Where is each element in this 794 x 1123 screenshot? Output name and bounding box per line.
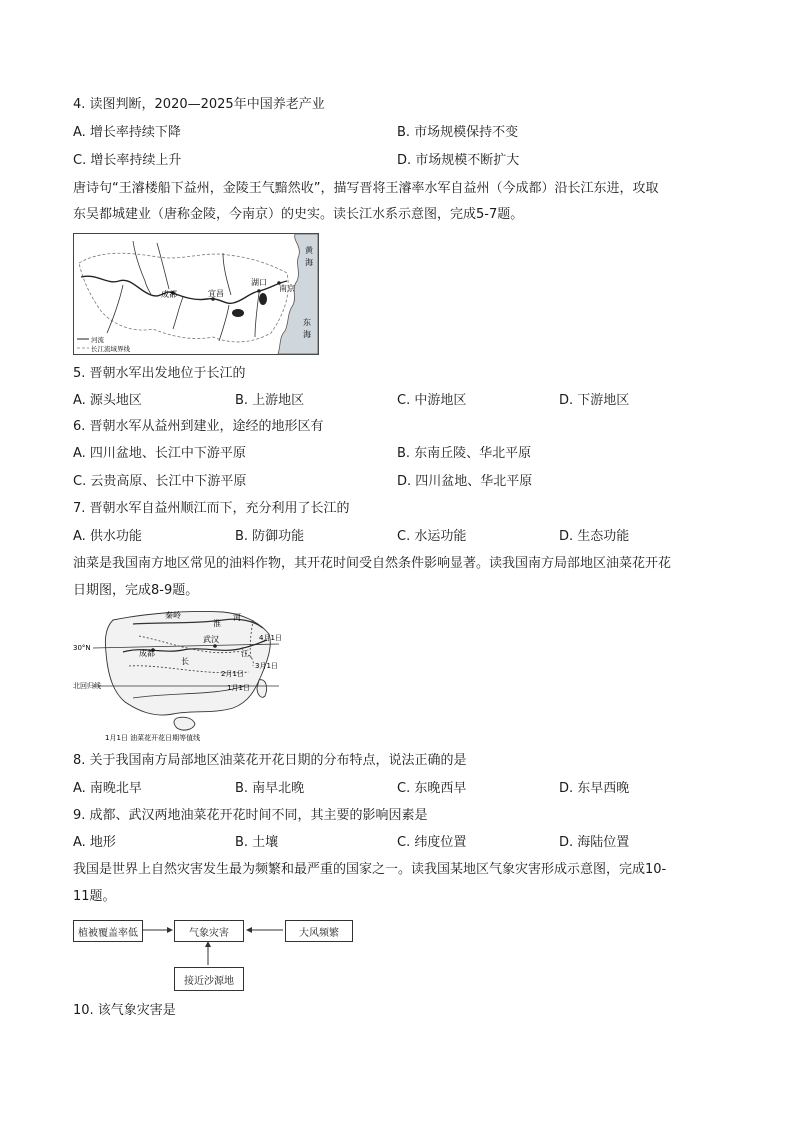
hainan-island [174,717,195,730]
label-huang: 黄 [305,246,313,255]
yangtze-river-map-svg [73,233,319,355]
disaster-flow-diagram [73,915,353,995]
label-tropic: 北回归线 [73,682,101,690]
q7-stem: 7. 晋朝水军自益州顺江而下，充分利用了长江的 [73,501,350,516]
label-jiang: 江 [241,649,249,658]
q10-stem: 10. 该气象灾害是 [73,1003,176,1018]
q5-option-c: C. 中游地区 [397,393,467,408]
map2-legend: 1月1日 油菜花开花日期等值线 [105,734,201,742]
label-mar-1: 3月1日 [255,662,278,670]
wuhan-dot [213,644,217,648]
label-dong: 东 [303,318,311,327]
box-vegetation-low: 植被覆盖率低 [73,920,143,942]
dongting-lake [232,309,244,317]
label-feb-1: 2月1日 [221,670,244,678]
label-jan-1: 1月1日 [227,684,250,692]
hukou-dot [257,289,261,293]
q9-option-b: B. 土壤 [235,835,279,850]
q7-option-b: B. 防御功能 [235,529,305,544]
q8-option-d: D. 东早西晚 [559,781,630,796]
label-qinling: 秦岭 [165,611,181,620]
q8-stem: 8. 关于我国南方局部地区油菜花开花日期的分布特点，说法正确的是 [73,753,467,768]
label-chang: 长 [181,657,189,666]
q5-option-a: A. 源头地区 [73,393,142,408]
q5-option-d: D. 下游地区 [559,393,630,408]
legend-river-label: 河流 [91,336,104,344]
intro2-line2: 日期图，完成8-9题。 [73,583,199,598]
q9-option-d: D. 海陆位置 [559,835,630,850]
poyang-lake [259,293,267,305]
label-hukou: 湖口 [251,278,267,287]
q4-option-a: A. 增长率持续下降 [73,125,181,140]
q6-option-a: A. 四川盆地、长江中下游平原 [73,446,246,461]
q6-option-b: B. 东南丘陵、华北平原 [397,446,532,461]
label-hai2: 海 [303,330,311,339]
q8-option-a: A. 南晚北早 [73,781,142,796]
intro1-line2: 东吴都城建业（唐称金陵，今南京）的史实。读长江水系示意图，完成5-7题。 [73,207,524,222]
intro3-line1: 我国是世界上自然灾害发生最为频繁和最严重的国家之一。读我国某地区气象灾害形成示意图，完成10- [73,862,667,877]
label-nanjing: 南京 [279,284,295,293]
label-huai: 淮 [213,619,221,628]
q8-option-b: B. 南早北晚 [235,781,305,796]
q4-option-d: D. 市场规模不断扩大 [397,153,520,168]
label-wuhan: 武汉 [203,635,219,644]
q5-option-b: B. 上游地区 [235,393,305,408]
rapeseed-flowering-map-svg [73,606,295,746]
q7-option-c: C. 水运功能 [397,529,467,544]
yangtze-river-map [73,233,319,355]
intro3-line2: 11题。 [73,889,116,904]
q5-stem: 5. 晋朝水军出发地位于长江的 [73,366,246,381]
taiwan-island [257,680,267,698]
label-he: 河 [233,613,241,622]
label-30n: 30°N [73,644,91,652]
q8-option-c: C. 东晚西早 [397,781,467,796]
box-near-sand-source: 接近沙源地 [174,967,244,991]
q4-stem: 4. 读图判断，2020—2025年中国养老产业 [73,97,325,112]
q7-option-a: A. 供水功能 [73,529,142,544]
legend-boundary-label: 长江流域界线 [91,345,130,353]
q4-option-c: C. 增长率持续上升 [73,153,182,168]
q9-option-c: C. 纬度位置 [397,835,467,850]
q6-stem: 6. 晋朝水军从益州到建业，途经的地形区有 [73,419,324,434]
q4-option-b: B. 市场规模保持不变 [397,125,519,140]
q6-option-d: D. 四川盆地、华北平原 [397,474,533,489]
intro2-line1: 油菜是我国南方地区常见的油料作物，其开花时间受自然条件影响显著。读我国南方局部地区油菜花开花 [73,556,672,571]
label-apr-1: 4月1日 [259,634,282,642]
label-chengdu: 成都 [161,290,177,299]
box-frequent-wind: 大风频繁 [285,920,353,942]
q9-option-a: A. 地形 [73,835,116,850]
label-hai1: 海 [305,258,313,267]
rapeseed-flowering-map [73,606,295,746]
q7-option-d: D. 生态功能 [559,529,630,544]
q9-stem: 9. 成都、武汉两地油菜花开花时间不同，其主要的影响因素是 [73,808,428,823]
q6-option-c: C. 云贵高原、长江中下游平原 [73,474,247,489]
intro1-line1: 唐诗句“王濬楼船下益州，金陵王气黯然收”，描写晋将王濬率水军自益州（今成都）沿长江东进，攻取 [73,181,659,196]
label-yichang: 宜昌 [208,289,224,298]
box-meteorological-disaster: 气象灾害 [174,920,244,942]
label-chengdu: 成都 [139,649,155,658]
